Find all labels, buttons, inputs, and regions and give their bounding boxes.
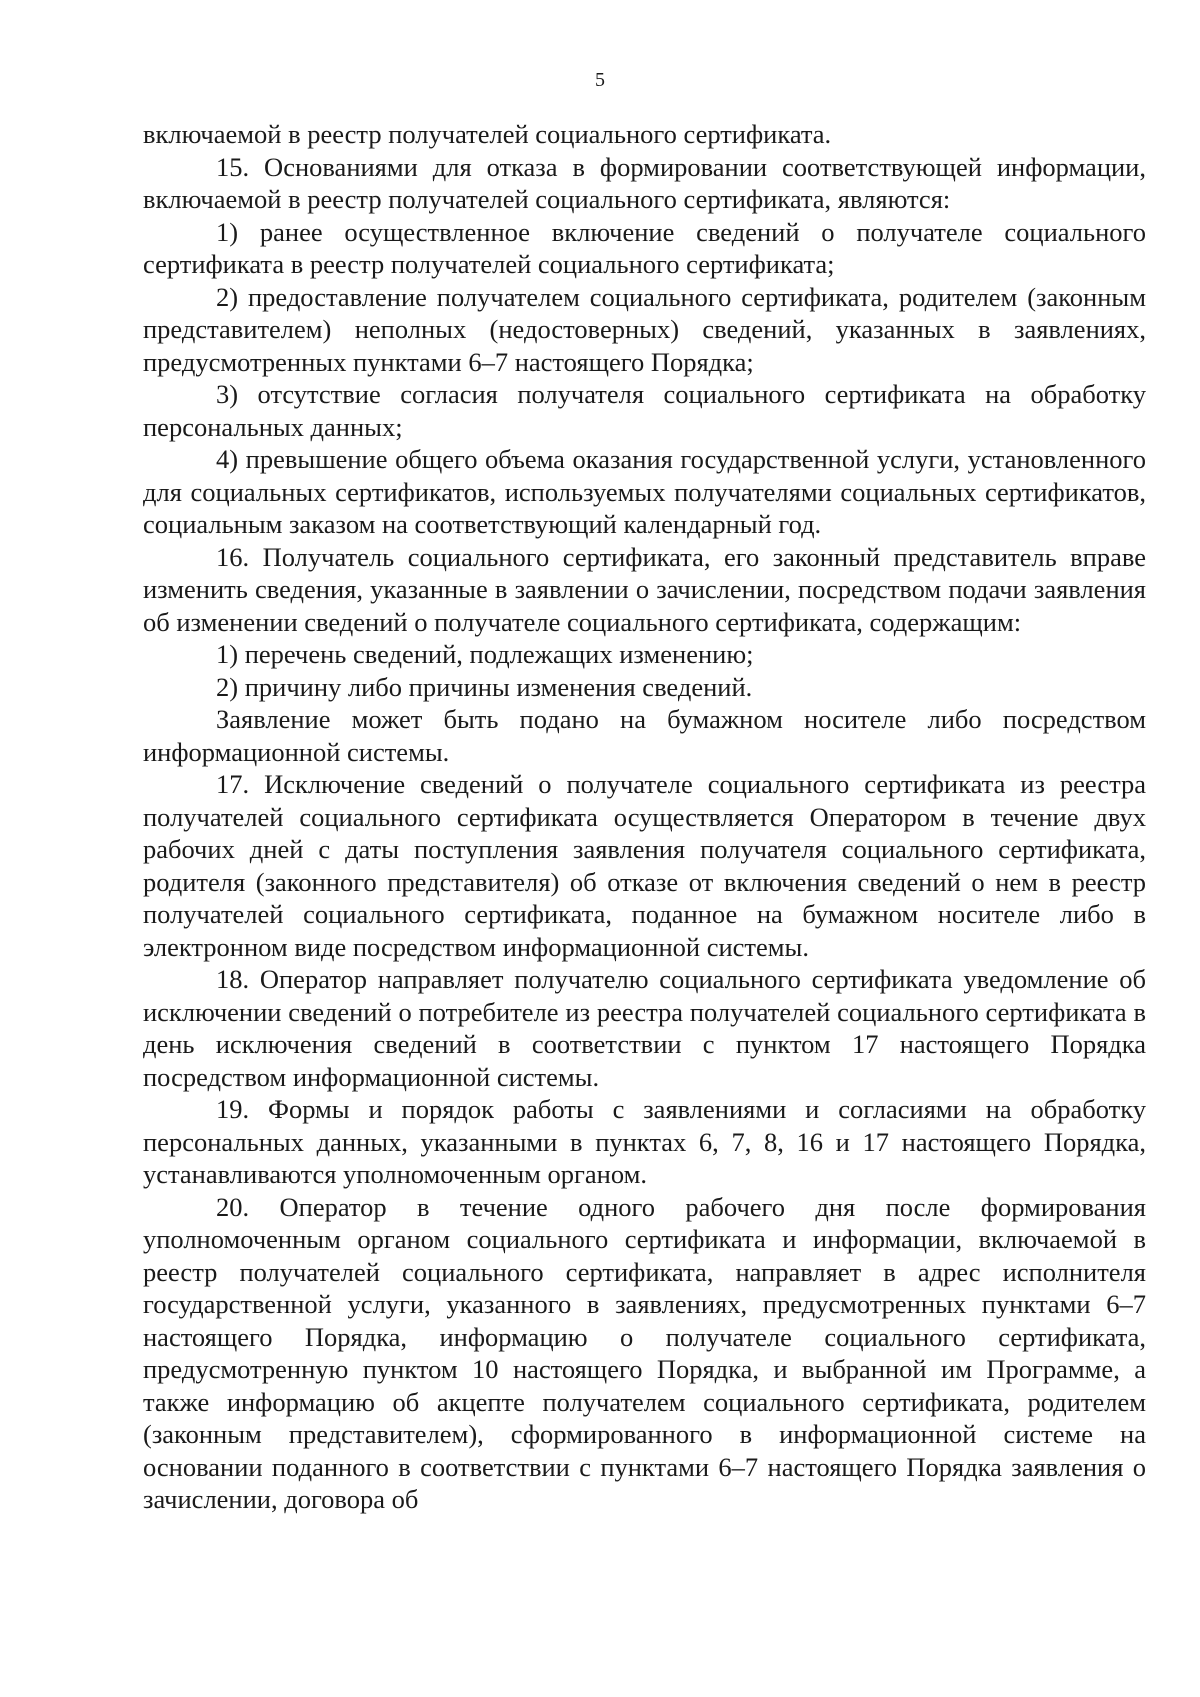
paragraph-15: 15. Основаниями для отказа в формировании соответствующей информации, включаемой в реестр получателей социального сертификата, являются:	[143, 151, 1146, 214]
page-number: 5	[595, 69, 605, 91]
paragraph-16-item-2: 2) причину либо причины изменения сведений.	[216, 671, 753, 702]
paragraph-20: 20. Оператор в течение одного рабочего дня после формирования уполномоченным органом социального сертификата и информации, включаемой в реестр получателей социального сертификата, направляет в адрес исполнителя государственной услуги, указанного в заявлениях, предусмотренных пунктами 6–7 настоящего Порядка, информацию о получателе социального сертификата, предусмотренную пунктом 10 настоящего Порядка, и выбранной им Программе, а также информацию об акцепте получателем социального сертификата, родителем (законным представителем), сформированного в информационной системе на основании поданного в соответствии с пунктами 6–7 настоящего Порядка заявления о зачислении, договора об	[143, 1191, 1146, 1514]
document-body	[143, 118, 1146, 1516]
paragraph-15-item-2: 2) предоставление получателем социального сертификата, родителем (законным представителем) неполных (недостоверных) сведений, указанных в заявлениях, предусмотренных пунктами 6–7 настоящего Порядка;	[143, 281, 1146, 377]
paragraph-19: 19. Формы и порядок работы с заявлениями и согласиями на обработку персональных данных, указанными в пунктах 6, 7, 8, 16 и 17 настоящего Порядка, устанавливаются уполномоченным органом.	[143, 1094, 1146, 1189]
paragraph-16: 16. Получатель социального сертификата, его законный представитель вправе изменить сведения, указанные в заявлении о зачислении, посредством подачи заявления об изменении сведений о получателе социального сертификата, содержащим:	[143, 541, 1146, 637]
paragraph-16-note: Заявление может быть подано на бумажном носителе либо посредством информационной системы.	[143, 704, 1146, 767]
paragraph-17: 17. Исключение сведений о получателе социального сертификата из реестра получателей социального сертификата осуществляется Оператором в течение двух рабочих дней с даты поступления заявления получателя социального сертификата, родителя (законного представителя) об отказе от включения сведений о нем в реестр получателей социального сертификата, поданное на бумажном носителе либо в электронном виде посредством информационной системы.	[143, 769, 1146, 962]
paragraph-14-continuation: включаемой в реестр получателей социального сертификата.	[143, 119, 832, 149]
paragraph-15-item-3: 3) отсутствие согласия получателя социального сертификата на обработку персональных данных;	[143, 379, 1146, 442]
paragraph-15-item-1: 1) ранее осуществленное включение сведений о получателе социального сертификата в реестр получателей социального сертификата;	[143, 216, 1146, 279]
paragraph-15-item-4: 4) превышение общего объема оказания государственной услуги, установленного для социальных сертификатов, используемых получателями социальных сертификатов, социальным заказом на соответствующий календарный год.	[143, 444, 1146, 539]
paragraph-16-item-1: 1) перечень сведений, подлежащих изменению;	[216, 639, 754, 669]
paragraph-18: 18. Оператор направляет получателю социального сертификата уведомление об исключении сведений о потребителе из реестра получателей социального сертификата в день исключения сведений в соответствии с пунктом 17 настоящего Порядка посредством информационной системы.	[143, 964, 1146, 1092]
